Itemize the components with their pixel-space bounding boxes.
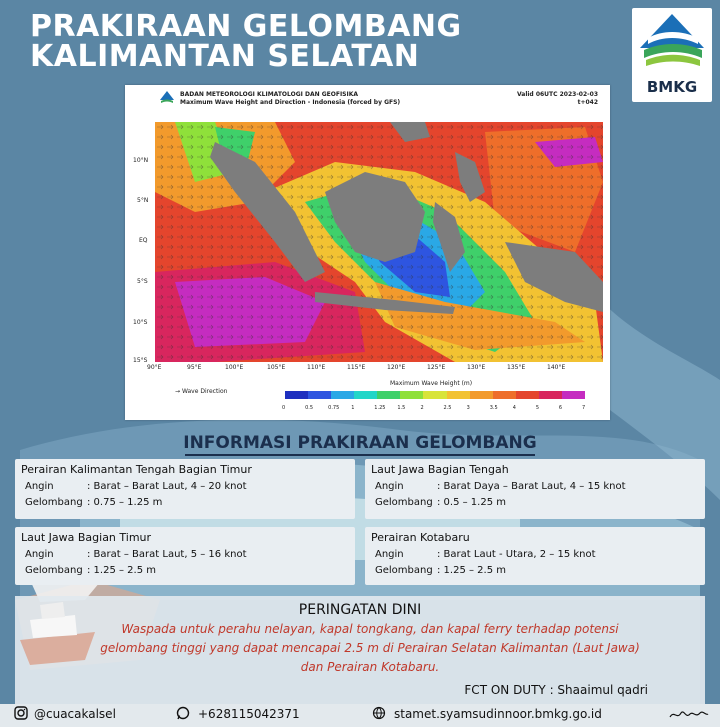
colorbar-tick: 2.5: [443, 405, 452, 411]
lon-label: 115°E: [347, 364, 366, 371]
lon-label: 130°E: [467, 364, 486, 371]
wind-value: : Barat Laut - Utara, 2 – 15 knot: [437, 549, 596, 560]
colorbar-swatch: [400, 391, 423, 399]
bmkg-mini-logo-icon: [159, 90, 175, 108]
forecast-box-title: Perairan Kalimantan Tengah Bagian Timur: [21, 463, 252, 476]
colorbar-tick: 1.25: [374, 405, 386, 411]
forecast-wind: [25, 481, 247, 492]
colorbar-tick: 0: [282, 405, 286, 411]
lon-label: 140°E: [547, 364, 566, 371]
colorbar-swatch: [285, 391, 308, 399]
warning-line: gelombang tinggi yang dapat mencapai 2.5 m di Perairan Selatan Kalimantan (Laut Jawa): [100, 641, 640, 655]
wave-label: Gelombang: [375, 497, 433, 508]
wave-value: : 0.75 – 1.25 m: [87, 497, 163, 508]
whatsapp-icon[interactable]: [176, 706, 190, 720]
forecast-box-title: Laut Jawa Bagian Timur: [21, 531, 152, 544]
colorbar-tick: 4: [512, 405, 516, 411]
lon-label: 95°E: [187, 364, 202, 371]
title-line-1: PRAKIRAAN GELOMBANG: [30, 9, 462, 44]
lat-label: EQ: [139, 237, 148, 244]
colorbar-swatch: [354, 391, 377, 399]
colorbar-tick: 2: [420, 405, 424, 411]
wave-direction-arrow-icon: →: [175, 388, 181, 395]
colorbar-tick: 0.5: [305, 405, 314, 411]
colorbar-tick: 5: [535, 405, 540, 411]
map-agency: BADAN METEOROLOGI KLIMATOLOGI DAN GEOFISIKA: [180, 91, 359, 98]
colorbar-swatch: [539, 391, 562, 399]
wind-label: Angin: [375, 549, 404, 560]
map-valid: [517, 91, 598, 107]
info-heading-rule: [185, 454, 535, 456]
forecast-wind: [25, 549, 247, 560]
lat-label: 15°S: [133, 357, 148, 364]
wave-value: : 1.25 – 2.5 m: [87, 565, 156, 576]
wave-height-map: [155, 122, 603, 362]
instagram-handle[interactable]: @cuacakalsel: [34, 707, 116, 721]
warning-body: [40, 620, 700, 677]
map-header: [180, 91, 400, 107]
lon-label: 110°E: [307, 364, 326, 371]
colorbar-swatch: [493, 391, 516, 399]
colorbar-swatch: [331, 391, 354, 399]
info-heading: INFORMASI PRAKIRAAN GELOMBANG: [183, 433, 537, 453]
warning-title: PERINGATAN DINI: [298, 602, 422, 618]
colorbar-tick: 3.5: [489, 405, 498, 411]
map-valid-time: Valid 06UTC 2023-02-03: [516, 91, 598, 98]
lon-label: 105°E: [267, 364, 286, 371]
forecast-box-title: Laut Jawa Bagian Tengah: [371, 463, 509, 476]
colorbar-tick: 6: [558, 405, 563, 411]
signature-icon: [668, 708, 710, 722]
colorbar-tick: 0.75: [328, 405, 340, 411]
colorbar-swatch: [308, 391, 331, 399]
lat-label: 5°N: [137, 197, 149, 204]
colorbar-tick: 3: [466, 405, 470, 411]
wave-label: Gelombang: [25, 565, 83, 576]
wind-value: : Barat – Barat Laut, 4 – 20 knot: [87, 481, 247, 492]
wind-label: Angin: [375, 481, 404, 492]
logo-text: BMKG: [646, 78, 698, 96]
map-lead-time: t+042: [577, 99, 598, 106]
bmkg-logo-icon: [632, 8, 712, 78]
lon-label: 90°E: [147, 364, 162, 371]
lon-label: 100°E: [225, 364, 244, 371]
wind-label: Angin: [25, 549, 54, 560]
forecast-wave: [25, 497, 162, 508]
wave-label: Gelombang: [25, 497, 83, 508]
forecast-box: [365, 527, 705, 585]
colorbar-tick: 7: [582, 405, 586, 411]
wave-value: : 0.5 – 1.25 m: [437, 497, 506, 508]
forecast-box: [15, 527, 355, 585]
colorbar-tick: 1.5: [397, 405, 406, 411]
wind-label: Angin: [25, 481, 54, 492]
forecast-wave: [375, 497, 506, 508]
lon-label: 125°E: [427, 364, 446, 371]
colorbar-title: Maximum Wave Height (m): [390, 380, 473, 387]
colorbar: [285, 391, 585, 399]
colorbar-swatch: [377, 391, 400, 399]
forecast-box: [365, 459, 705, 519]
website-link[interactable]: stamet.syamsudinnoor.bmkg.go.id: [394, 707, 602, 721]
wave-direction-label: Wave Direction: [181, 388, 228, 395]
colorbar-swatch: [423, 391, 446, 399]
forecast-wave: [25, 565, 156, 576]
colorbar-swatch: [470, 391, 493, 399]
forecaster-on-duty: FCT ON DUTY : Shaaimul qadri: [464, 683, 648, 697]
wind-value: : Barat Daya – Barat Laut, 4 – 15 knot: [437, 481, 626, 492]
forecast-box: [15, 459, 355, 519]
colorbar-tick: 1: [351, 405, 355, 411]
wind-value: : Barat – Barat Laut, 5 – 16 knot: [87, 549, 247, 560]
lon-label: 120°E: [387, 364, 406, 371]
bmkg-logo: [632, 8, 712, 102]
phone-number[interactable]: +628115042371: [198, 707, 300, 721]
lon-label: 135°E: [507, 364, 526, 371]
warning-line: Waspada untuk perahu nelayan, kapal tongkang, dan kapal ferry terhadap potensi: [121, 622, 619, 636]
forecast-wind: [375, 481, 626, 492]
warning-line: dan Perairan Kotabaru.: [300, 660, 440, 674]
globe-icon: [372, 706, 386, 720]
title-line-2: KALIMANTAN SELATAN: [30, 39, 420, 74]
map-subtitle: Maximum Wave Height and Direction - Indonesia (forced by GFS): [180, 99, 401, 106]
wave-direction-legend: [175, 388, 227, 395]
wave-value: : 1.25 – 2.5 m: [437, 565, 506, 576]
lat-label: 10°N: [133, 157, 149, 164]
colorbar-swatch: [562, 391, 585, 399]
wave-map-card: [125, 85, 610, 420]
forecast-box-title: Perairan Kotabaru: [371, 531, 470, 544]
forecast-wind: [375, 549, 596, 560]
lat-label: 5°S: [137, 278, 148, 285]
lat-label: 10°S: [133, 319, 148, 326]
instagram-icon[interactable]: [14, 706, 28, 720]
forecast-wave: [375, 565, 506, 576]
wave-label: Gelombang: [375, 565, 433, 576]
colorbar-swatch: [516, 391, 539, 399]
colorbar-swatch: [447, 391, 470, 399]
page-title: [30, 9, 462, 74]
